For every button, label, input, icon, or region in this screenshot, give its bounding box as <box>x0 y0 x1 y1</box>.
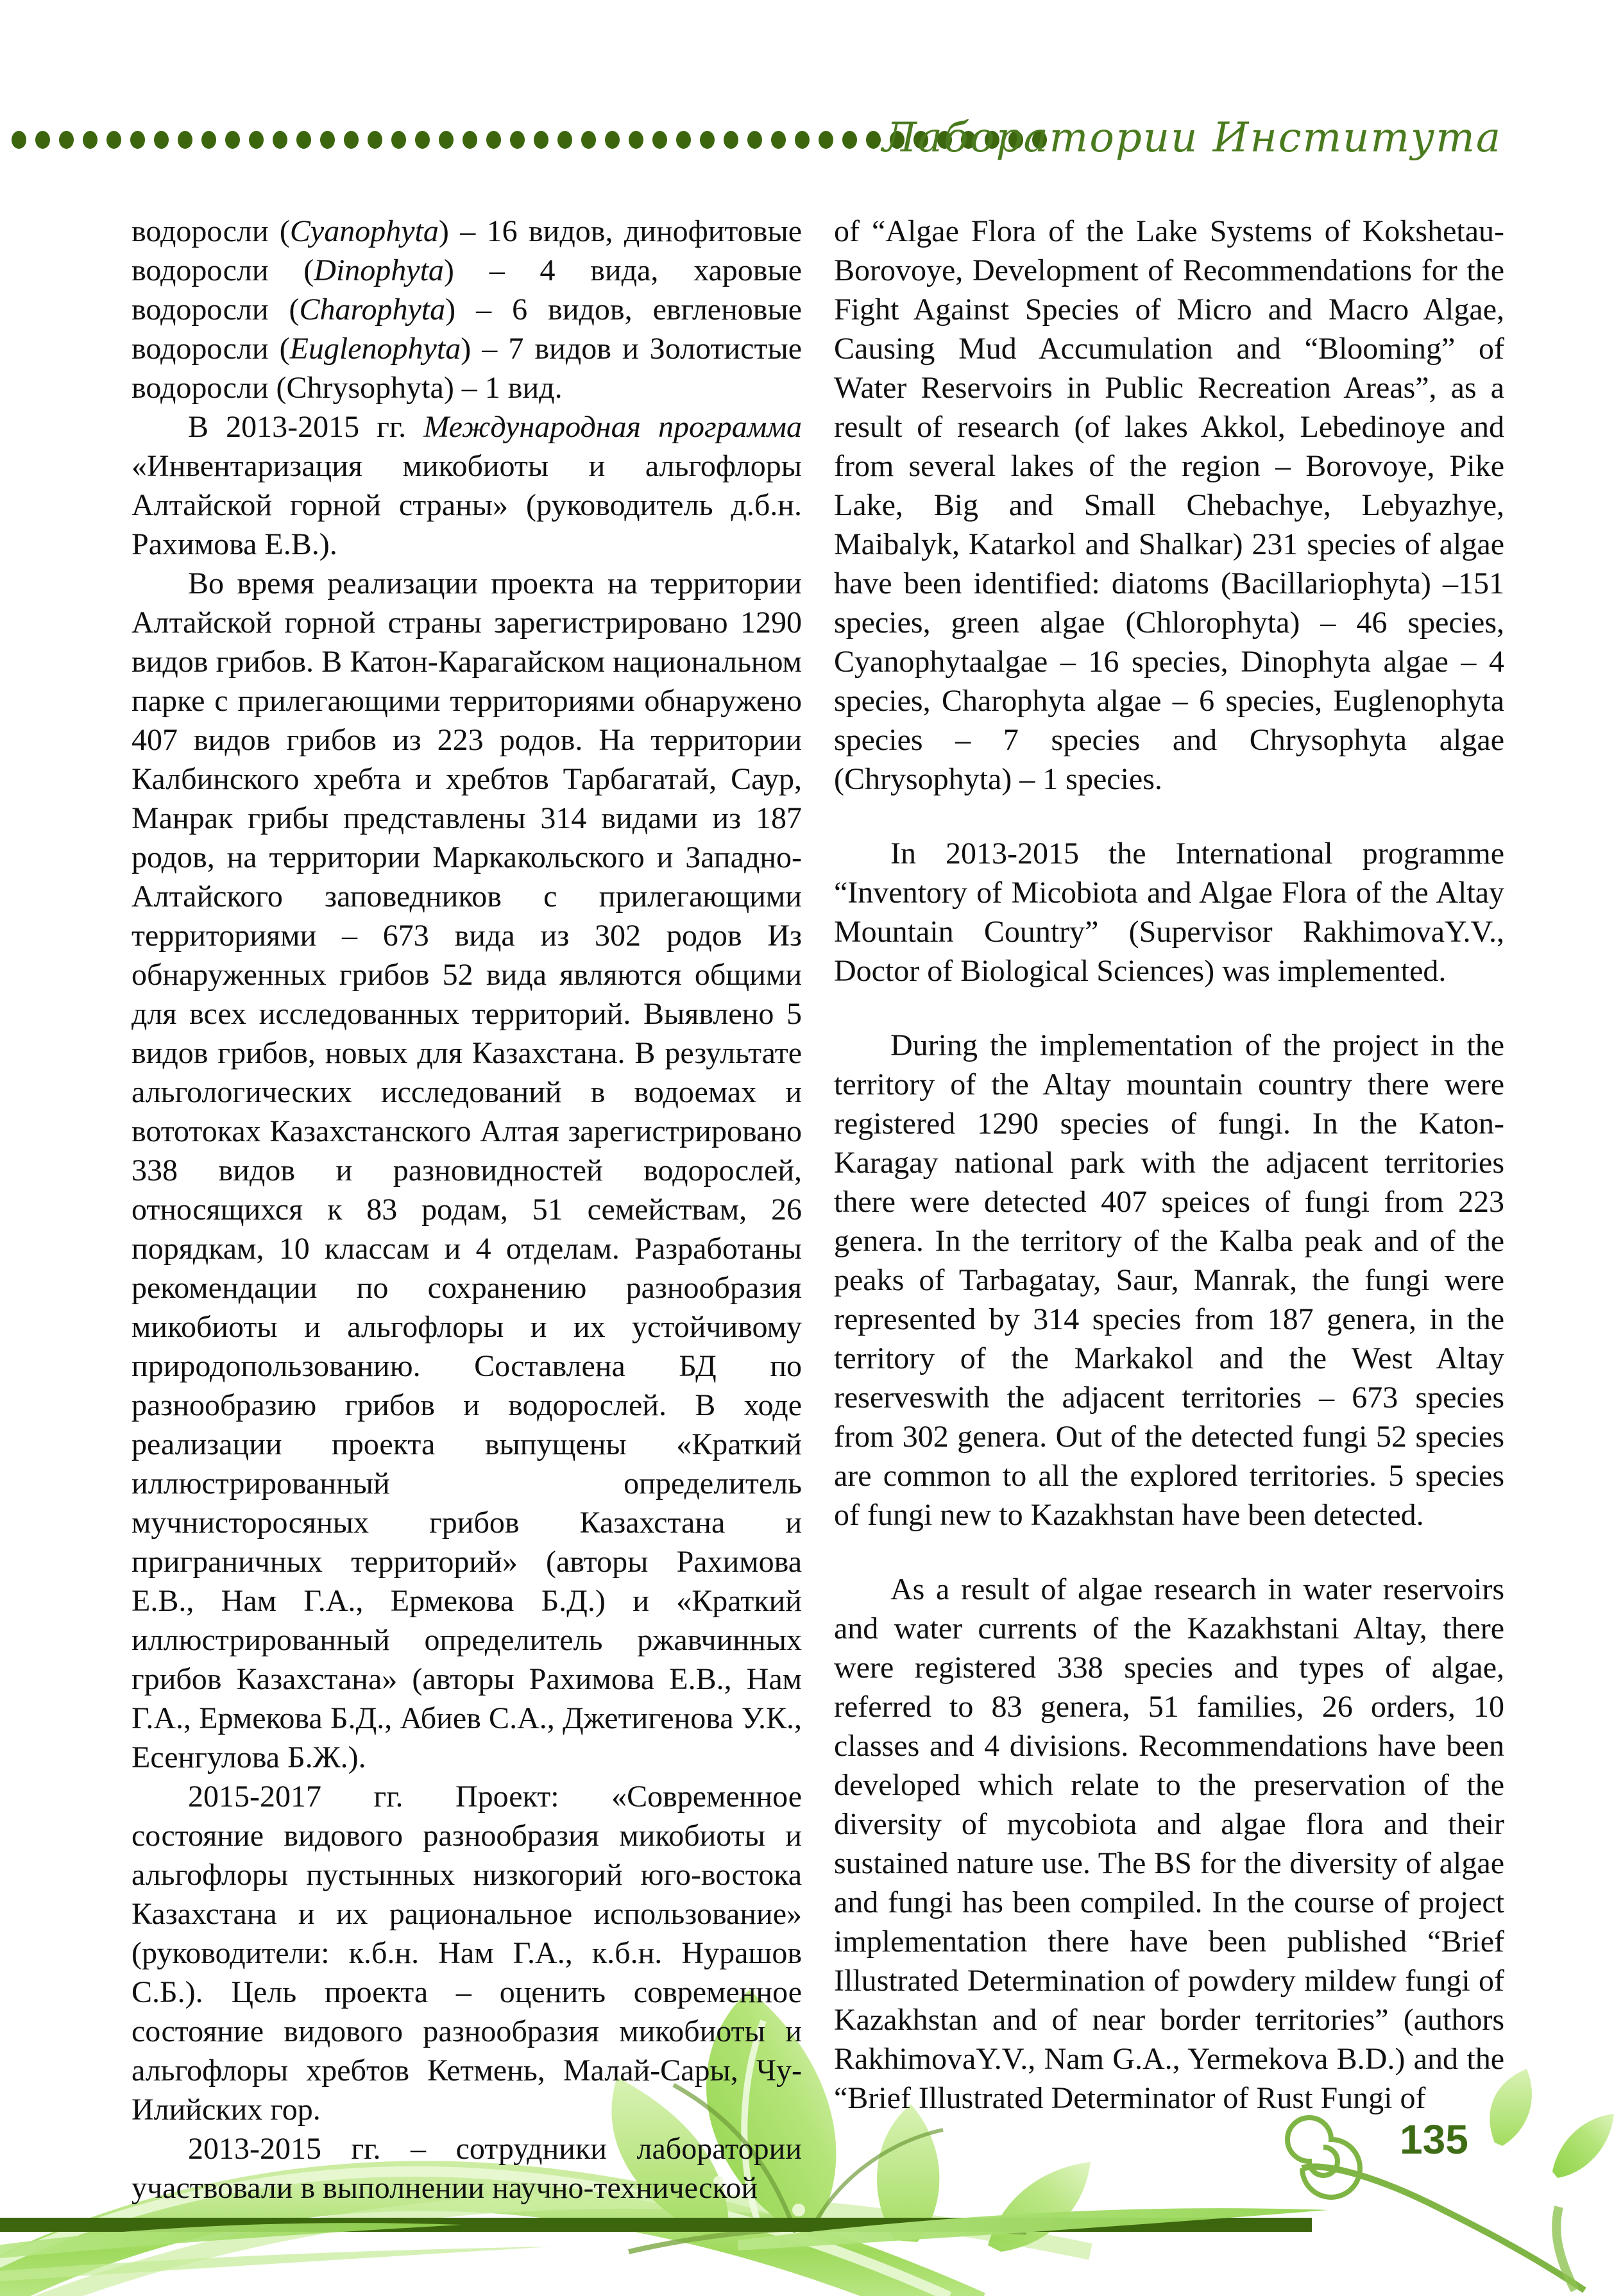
dot-icon <box>415 131 430 149</box>
dot-icon <box>700 131 715 149</box>
paragraph <box>834 1026 1504 1535</box>
dot-icon <box>747 131 762 149</box>
dot-icon <box>225 131 240 149</box>
dot-icon <box>605 131 620 149</box>
text-run: 2013-2015 гг. – сотрудники лаборатории участвовали в выполнении научно-технической <box>132 2132 802 2205</box>
paragraph <box>834 1570 1504 2118</box>
dot-icon <box>724 131 738 149</box>
content-columns <box>132 212 1504 2207</box>
text-run: «Инвентаризация микобиоты и альгофлоры Алтайской горной страны» (руководитель д.б.н. Рахимова Е.В.). <box>132 449 802 561</box>
dot-icon <box>819 131 833 149</box>
text-run: During the implementation of the project in the territory of the Altay mountain country there were registered 1290 species of fungi. In the Katon-Karagay national park with the adjacent territories there were detected 407 speices of fungi from 223 genera. In the territory of the Kalba peak and of the peaks of Tarbagatay, Saur, Manrak, the fungi were represented by 314 species from 187 genera, in the territory of the Markakol and the West Altay reserveswith the adjacent territories – 673 species from 302 genera. Out of the detected fungi 52 species are common to all the explored territories. 5 species of fungi new to Kazakhstan have been detected. <box>834 1028 1504 1532</box>
dot-icon <box>178 131 192 149</box>
dot-icon <box>771 131 786 149</box>
dot-icon <box>106 131 121 149</box>
dot-icon <box>154 131 169 149</box>
dot-icon <box>59 131 74 149</box>
dot-icon <box>676 131 691 149</box>
dot-icon <box>629 131 643 149</box>
column-english <box>834 212 1504 2207</box>
italic-text-run: Dinophyta <box>314 253 444 287</box>
text-run: ) – 4 вида, харовые водоросли ( <box>132 253 802 327</box>
italic-text-run: Euglenophyta <box>289 332 461 366</box>
dot-icon <box>581 131 596 149</box>
dot-icon <box>344 131 359 149</box>
dot-icon <box>368 131 382 149</box>
dot-icon <box>35 131 50 149</box>
dot-icon <box>510 131 525 149</box>
text-run: ) – 7 видов и Золотистые водоросли (Chrysophyta) – 1 вид. <box>132 332 803 405</box>
text-run: of “Algae Flora of the Lake Systems of Kokshetau-Borovoye, Development of Recommendations for the Fight Against Species of Micro and Macro Algae, Causing Mud Accumulation and “Blooming” of Water Reservoirs in Public Recreation Areas”, as a result of research (of lakes Akkol, Lebedinoye and from several lakes of the region – Borovoye, Pike Lake, Big and Small Chebachye, Lebyazhye, Maibalyk, Katarkol and Shalkar) 231 species of algae have been identified: diatoms (Bacillariophyta) –151 species, green algae (Chlorophyta) – 46 species, Cyanophytaalgae – 16 species, Dinophyta algae – 4 species, Charophyta algae – 6 species, Euglenophyta species – 7 species and Chrysophyta algae (Chrysophyta) – 1 species. <box>834 214 1504 796</box>
text-run: 2015-2017 гг. Проект: «Современное состояние видового разнообразия микобиоты и альгофлоры пустынных низкогорий юго-востока Казахстана и их рациональное использование» (руководители: к.б.н. Нам Г.А., к.б.н. Нурашов С.Б.). Цель проекта – оценить современное состояние видового разнообразия микобиоты и альгофлоры хребтов Кетмень, Малай-Сары, Чу-Илийских гор. <box>132 1780 802 2127</box>
paragraph <box>834 834 1504 991</box>
column-russian <box>132 212 802 2207</box>
dot-icon <box>795 131 810 149</box>
dot-icon <box>249 131 264 149</box>
paragraph <box>132 2129 802 2207</box>
dot-icon <box>486 131 501 149</box>
text-run: ) – 6 видов, евгленовые водоросли ( <box>132 293 802 366</box>
dot-icon <box>130 131 145 149</box>
dot-icon <box>391 131 406 149</box>
italic-text-run: Международная программа <box>423 410 802 444</box>
paragraph <box>132 564 802 1777</box>
page-number: 135 <box>1400 2116 1468 2163</box>
dot-icon <box>273 131 287 149</box>
text-run: ) – 16 видов, динофитовые водоросли ( <box>132 214 802 287</box>
dot-icon <box>439 131 454 149</box>
text-run: водоросли ( <box>132 214 290 248</box>
dot-icon <box>652 131 667 149</box>
paragraph <box>834 212 1504 799</box>
dot-icon <box>296 131 311 149</box>
text-run: Во время реализации проекта на территории Алтайской горной страны зарегистрировано 1290 видов грибов. В Катон-Карагайском национальном парке с прилегающими территориями обнаружено 407 видов грибов из 223 родов. На территории Калбинского хребта и хребтов Тарбагатай, Саур, Манрак грибы представлены 314 видами из 187 родов, на территории Маркакольского и Западно-Алтайского заповедников с прилегающими территориями – 673 вида из 302 родов Из обнаруженных грибов 52 вида являются общими для всех исследованных территорий. Выявлено 5 видов грибов, новых для Казахстана. В результате альгологических исследований в водоемах и вототоках Казахстанского Алтая зарегистрировано 338 видов и разновидностей водорослей, относящихся к 83 родам, 51 семействам, 26 порядкам, 10 классам и 4 отделам. Разработаны рекомендации по сохранению разнообразия микобиоты и альгофлоры и их устойчивому природопользованию. Составлена БД по разнообразию грибов и водорослей. В ходе реализации проекта выпущены «Краткий иллюстрированный определитель мучнисторосяных грибов Казахстана и приграничных территорий» (авторы Рахимова Е.В., Нам Г.А., Ермекова Б.Д.) и «Краткий иллюстрированный определитель ржавчинных грибов Казахстана» (авторы Рахимова Е.В., Нам Г.А., Ермекова Б.Д., Абиев С.А., Джетигенова У.К., Есенгулова Б.Ж.). <box>132 566 802 1774</box>
text-run: As a result of algae research in water reservoirs and water currents of the Kazakhstani Altay, there were registered 338 species and types of algae, referred to 83 genera, 51 families, 26 orders, 10 classes and 4 divisions. Recommendations have been developed which relate to the preservation of the diversity of mycobiota and algae flora and their sustained nature use. The BS for the diversity of algae and fungi has been compiled. In the course of project implementation there have been published “Brief Illustrated Determination of powdery mildew fungi of Kazakhstan and of near border territories” (authors RakhimovaY.V., Nam G.A., Yermekova B.D.) and the “Brief Illustrated Determinator of Rust Fungi of <box>834 1572 1504 2115</box>
dot-icon <box>83 131 98 149</box>
dot-icon <box>12 131 26 149</box>
dot-icon <box>866 131 881 149</box>
paragraph <box>132 1777 802 2129</box>
page-header-title: Лаборатории Института <box>882 114 1502 162</box>
dot-icon <box>201 131 216 149</box>
dot-icon <box>842 131 857 149</box>
paragraph <box>132 407 802 564</box>
dot-icon <box>463 131 477 149</box>
dot-icon <box>534 131 548 149</box>
italic-text-run: Charophyta <box>299 293 446 327</box>
dot-icon <box>320 131 335 149</box>
italic-text-run: Cyanophyta <box>289 214 439 248</box>
text-run: В 2013-2015 гг. <box>188 410 424 444</box>
paragraph <box>132 212 802 407</box>
text-run: In 2013-2015 the International programme “Inventory of Micobiota and Algae Flora of the Altay Mountain Country” (Supervisor RakhimovaY.V., Doctor of Biological Sciences) was implemented. <box>834 837 1504 988</box>
dot-icon <box>557 131 572 149</box>
